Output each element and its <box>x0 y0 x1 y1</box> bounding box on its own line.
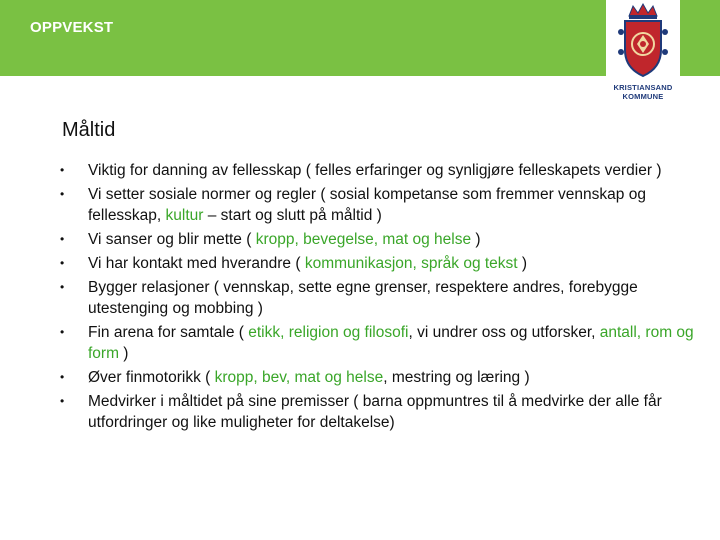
bullet-item <box>58 322 698 364</box>
highlighted-text: kommunikasjon, språk og tekst <box>304 255 518 272</box>
bullet-text: Vi sanser og blir mette ( <box>88 231 256 248</box>
coat-of-arms-icon <box>615 2 671 82</box>
bullet-text: Vi setter sosiale normer og regler ( sosial kompetanse som fremmer vennskap og fellesskap, <box>88 186 646 224</box>
highlighted-text: kropp, bev, mat og helse <box>214 369 384 386</box>
highlighted-text: kultur <box>165 207 204 224</box>
bullet-text: ) <box>517 255 528 272</box>
highlighted-text: etikk, religion og filosofi <box>248 324 409 341</box>
bullet-marker: • <box>60 370 65 384</box>
bullet-text: , mestring og læring ) <box>383 369 530 386</box>
bullet-text: Bygger relasjoner ( vennskap, sette egne grenser, respektere andres, forebygge utestenging og mobbing ) <box>88 279 638 317</box>
bullet-text: Viktig for danning av fellesskap ( felles erfaringer og synligjøre felleskapets verdier ) <box>88 162 662 179</box>
bullet-item <box>58 277 698 319</box>
bullet-marker: • <box>60 280 65 294</box>
highlighted-text: kropp, bevegelse, mat og helse <box>255 231 472 248</box>
logo-text-line1: KRISTIANSAND <box>613 83 673 92</box>
bullet-text: , vi undrer oss og utforsker, <box>408 324 600 341</box>
bullet-text: Vi har kontakt med hverandre ( <box>88 255 305 272</box>
bullet-list <box>58 160 698 436</box>
bullet-text: Fin arena for samtale ( <box>88 324 249 341</box>
bullet-item <box>58 367 698 388</box>
bullet-text: ) <box>119 345 129 362</box>
bullet-marker: • <box>60 256 65 270</box>
bullet-marker: • <box>60 232 65 246</box>
bullet-marker: • <box>60 187 65 201</box>
bullet-marker: • <box>60 394 65 408</box>
bullet-item <box>58 391 698 433</box>
bullet-text: Øver finmotorikk ( <box>88 369 215 386</box>
highlighted-text: antall, rom og form <box>88 324 694 362</box>
brand-title: OPPVEKST <box>30 19 114 36</box>
bullet-marker: • <box>60 325 65 339</box>
bullet-text: – start og slutt på måltid ) <box>203 207 382 224</box>
bullet-item <box>58 253 698 274</box>
bullet-item <box>58 160 698 181</box>
logo-text-line2: KOMMUNE <box>622 92 664 101</box>
slide-title: Måltid <box>62 119 116 141</box>
bullet-text: ) <box>471 231 481 248</box>
bullet-marker: • <box>60 163 65 177</box>
bullet-text: Medvirker i måltidet på sine premisser ( barna oppmuntres til å medvirke der alle får utfordringer og like muligheter for deltakelse) <box>88 393 662 431</box>
bullet-item <box>58 229 698 250</box>
bullet-item <box>58 184 698 226</box>
municipality-logo <box>606 0 680 104</box>
